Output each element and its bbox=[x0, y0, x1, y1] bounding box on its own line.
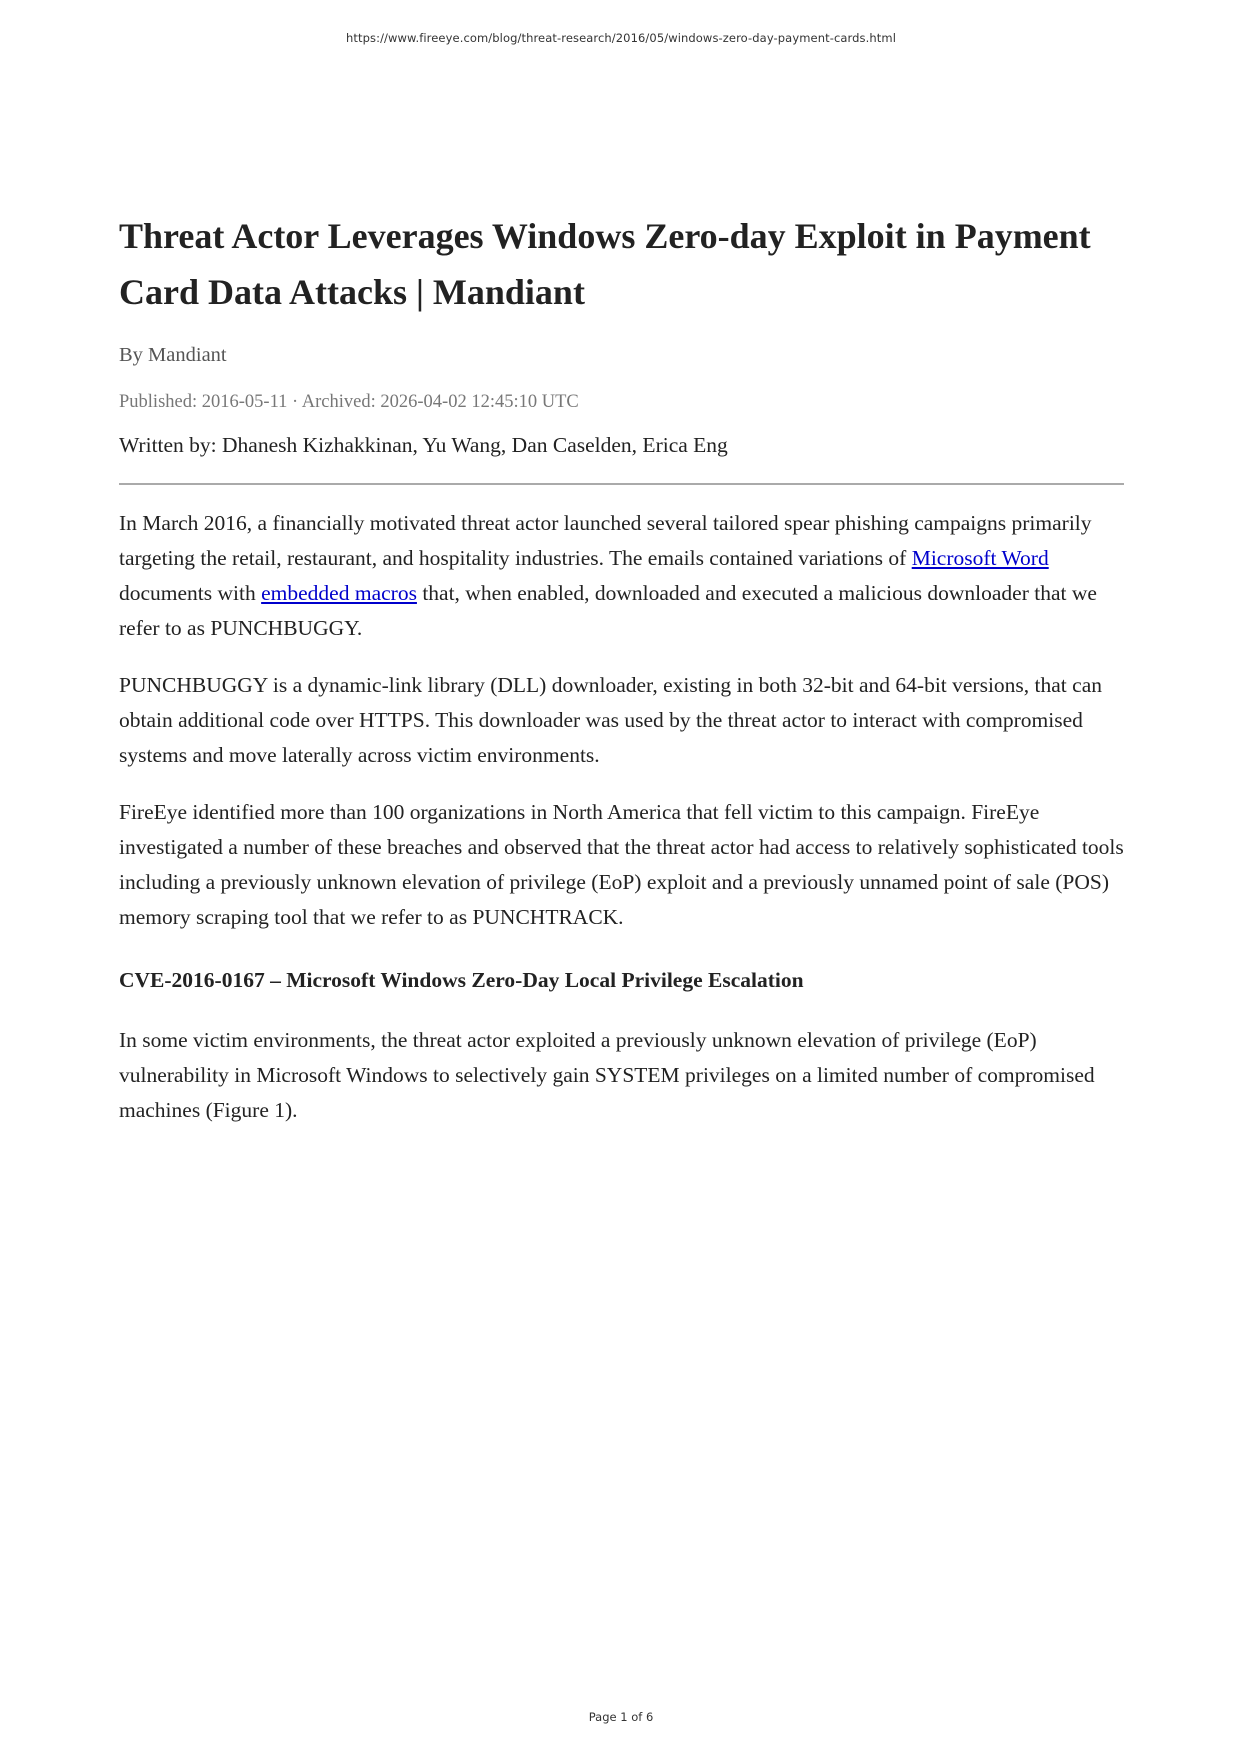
paragraph-eop: In some victim environments, the threat actor exploited a previously unknown elevation of privilege (EoP) vulnerability in Microsoft Windows to selectively gain SYSTEM privileges on a limited number of compromised machines (Figure 1). bbox=[119, 1028, 1095, 1122]
paragraph-victims: FireEye identified more than 100 organizations in North America that fell victim to this campaign. FireEye investigated a number of these breaches and observed that the threat actor had access to relatively sophisticated tools including a previously unknown elevation of privilege (EoP) exploit and a previously unnamed point of sale (POS) memory scraping tool that we refer to as PUNCHTRACK. bbox=[119, 800, 1124, 929]
paragraph-text: In March 2016, a financially motivated threat actor launched several tailored spear phishing campaigns primarily targeting the retail, restaurant, and hospitality industries. The emails contained variations of bbox=[119, 511, 1092, 570]
paragraph-punchbuggy: PUNCHBUGGY is a dynamic-link library (DLL) downloader, existing in both 32-bit and 64-bit versions, that can obtain additional code over HTTPS. This downloader was used by the threat actor to interact with compromised systems and move laterally across victim environments. bbox=[119, 673, 1102, 767]
publish-dates: Published: 2016-05-11 · Archived: 2026-04-02 12:45:10 UTC bbox=[119, 392, 579, 412]
paragraph-text: that, when enabled, downloaded and executed a malicious downloader that we refer to as PUNCHBUGGY. bbox=[119, 581, 1097, 640]
article-title: Threat Actor Leverages Windows Zero-day Exploit in Payment Card Data Attacks | Mandiant bbox=[119, 216, 1091, 312]
page-number: Page 1 of 6 bbox=[588, 1710, 654, 1724]
paragraph-text: documents with bbox=[119, 581, 262, 605]
byline: By Mandiant bbox=[119, 344, 227, 366]
authors: Written by: Dhanesh Kizhakkinan, Yu Wang, Dan Caselden, Erica Eng bbox=[119, 433, 728, 457]
section-heading: CVE-2016-0167 – Microsoft Windows Zero-Day Local Privilege Escalation bbox=[119, 968, 804, 992]
paragraph-intro bbox=[119, 506, 1124, 646]
article bbox=[119, 208, 1124, 1128]
embedded-macros-link[interactable]: embedded macros bbox=[261, 581, 417, 605]
microsoft-word-link[interactable]: Microsoft Word bbox=[911, 546, 1049, 570]
divider bbox=[119, 483, 1124, 485]
source-url: https://www.fireeye.com/blog/threat-research/2016/05/windows-zero-day-payment-cards.html bbox=[346, 31, 896, 45]
